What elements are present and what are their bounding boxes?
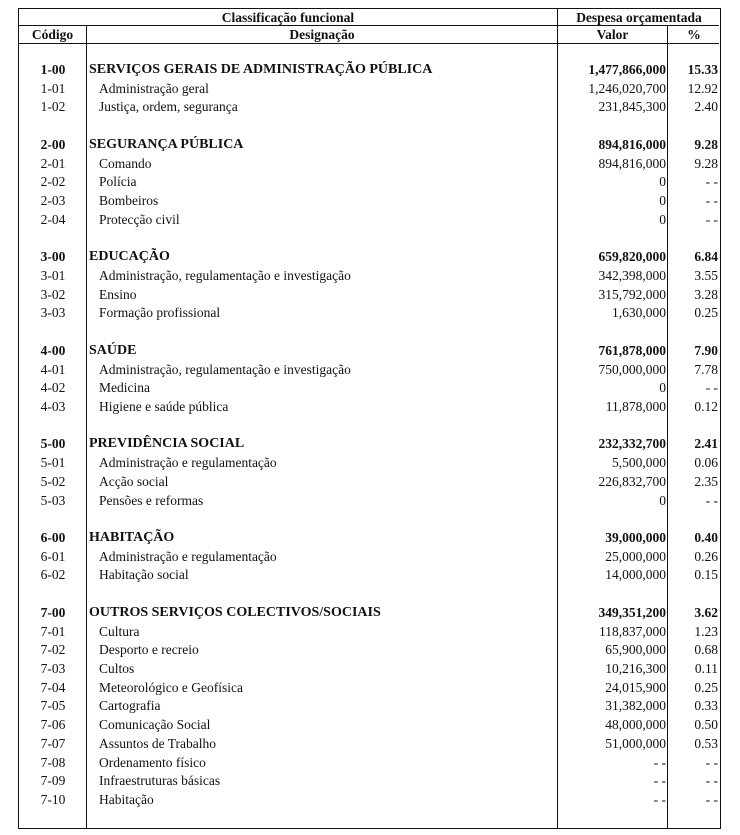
row-valor: 0	[659, 492, 666, 508]
row-pct: 0.25	[694, 679, 718, 695]
row-code: 7-07	[40, 735, 66, 751]
group-row	[19, 342, 722, 361]
row-pct: 3.28	[694, 286, 718, 302]
row-valor: 31,382,000	[605, 698, 666, 714]
row-designation: Cultos	[99, 661, 135, 676]
row-code: 2-00	[40, 136, 66, 152]
table-row	[19, 80, 722, 99]
row-valor: 14,000,000	[605, 567, 666, 583]
row-designation: Protecção civil	[99, 211, 180, 227]
row-pct: 15.33	[687, 62, 718, 77]
row-pct: - -	[705, 211, 718, 227]
row-pct: 0.06	[694, 455, 718, 471]
row-designation: OUTROS SERVIÇOS COLECTIVOS/SOCIAIS	[89, 604, 381, 620]
row-pct: 2.40	[694, 99, 718, 115]
row-pct: 0.15	[694, 567, 718, 583]
table-row	[19, 548, 722, 567]
table-row	[19, 735, 722, 754]
table-row	[19, 398, 722, 417]
row-valor: 5,500,000	[612, 455, 666, 471]
row-designation: Meteorológico e Geofísica	[99, 679, 243, 695]
row-code: 1-00	[40, 62, 66, 77]
row-pct: 3.62	[694, 604, 718, 620]
row-designation: Infraestruturas básicas	[99, 773, 221, 789]
row-designation: Pensões e reformas	[99, 492, 204, 508]
spacer-row	[19, 323, 722, 342]
row-designation: Desporto e recreio	[99, 642, 199, 658]
row-code: 3-03	[40, 305, 66, 321]
row-designation: Cultura	[99, 623, 140, 639]
row-valor: 39,000,000	[605, 529, 666, 545]
row-code: 5-03	[40, 492, 66, 508]
row-designation: HABITAÇÃO	[89, 529, 175, 545]
table-row	[19, 454, 722, 473]
budget-table	[18, 8, 721, 829]
row-pct: 2.41	[694, 436, 718, 452]
row-valor: - -	[653, 792, 666, 808]
row-code: 6-00	[40, 529, 66, 545]
row-designation: EDUCAÇÃO	[89, 249, 170, 265]
row-pct: 0.53	[694, 735, 718, 751]
row-code: 7-01	[40, 623, 66, 639]
row-code: 4-01	[40, 361, 66, 377]
table-row	[19, 155, 722, 174]
row-designation: Formação profissional	[99, 305, 221, 321]
header-pct: %	[687, 27, 701, 42]
row-code: 2-02	[40, 174, 66, 190]
row-pct: - -	[705, 754, 718, 770]
header-codigo: Código	[31, 27, 74, 42]
row-valor: 0	[659, 211, 666, 227]
row-valor: 315,792,000	[598, 286, 666, 302]
row-pct: - -	[705, 773, 718, 789]
row-code: 2-04	[40, 211, 66, 227]
row-pct: 0.40	[694, 529, 718, 545]
row-designation: SEGURANÇA PÚBLICA	[89, 136, 244, 152]
group-row	[19, 435, 722, 454]
row-pct: 0.68	[694, 642, 718, 658]
header-divider-2	[19, 43, 719, 44]
row-valor: 761,878,000	[598, 342, 666, 358]
row-designation: Comando	[99, 155, 152, 171]
row-designation: SERVIÇOS GERAIS DE ADMINISTRAÇÃO PÚBLICA	[89, 62, 433, 77]
row-designation: Medicina	[99, 380, 150, 396]
row-designation: Ensino	[99, 286, 137, 302]
row-code: 1-02	[40, 99, 66, 115]
table-body	[19, 61, 722, 810]
row-designation: Administração e regulamentação	[99, 455, 277, 471]
row-designation: Cartografia	[99, 698, 161, 714]
row-valor: 0	[659, 380, 666, 396]
spacer-row	[19, 117, 722, 136]
row-code: 7-02	[40, 642, 66, 658]
row-valor: 24,015,900	[605, 679, 666, 695]
row-pct: 6.84	[694, 249, 718, 265]
row-pct: 7.78	[694, 361, 718, 377]
table-row	[19, 286, 722, 305]
row-code: 7-04	[40, 679, 66, 695]
table-row	[19, 473, 722, 492]
row-valor: 1,246,020,700	[588, 80, 666, 96]
row-valor: - -	[653, 773, 666, 789]
row-valor: 11,878,000	[605, 398, 666, 414]
table-row	[19, 772, 722, 791]
row-designation: Comunicação Social	[99, 717, 211, 733]
row-designation: Administração e regulamentação	[99, 548, 277, 564]
group-row	[19, 61, 722, 80]
row-designation: Bombeiros	[99, 193, 159, 209]
row-designation: Polícia	[99, 174, 137, 190]
row-pct: - -	[705, 174, 718, 190]
row-designation: Higiene e saúde pública	[99, 398, 229, 414]
row-pct: 0.11	[694, 661, 718, 676]
row-pct: 0.26	[694, 548, 718, 564]
row-pct: 0.33	[694, 698, 718, 714]
row-code: 7-00	[40, 604, 66, 620]
row-valor: 51,000,000	[605, 735, 666, 751]
row-pct: 9.28	[694, 155, 718, 171]
table-row	[19, 211, 722, 230]
row-code: 5-02	[40, 473, 66, 489]
row-designation: Ordenamento físico	[99, 754, 206, 770]
table-row	[19, 623, 722, 642]
table-row	[19, 98, 722, 117]
row-code: 3-02	[40, 286, 66, 302]
row-code: 4-02	[40, 380, 66, 396]
row-valor: 226,832,700	[598, 473, 666, 489]
row-designation: Assuntos de Trabalho	[99, 735, 217, 751]
spacer-row	[19, 417, 722, 436]
row-pct: 1.23	[694, 623, 718, 639]
row-code: 7-06	[40, 717, 66, 733]
table-row	[19, 267, 722, 286]
table-row	[19, 173, 722, 192]
row-valor: 231,845,300	[598, 99, 666, 115]
row-valor: 750,000,000	[598, 361, 666, 377]
table-row	[19, 566, 722, 585]
row-code: 7-09	[40, 773, 66, 789]
group-row	[19, 529, 722, 548]
row-pct: - -	[705, 492, 718, 508]
row-valor: 342,398,000	[598, 267, 666, 283]
row-designation: SAÚDE	[89, 342, 137, 358]
table-row	[19, 697, 722, 716]
group-row	[19, 248, 722, 267]
row-designation: Administração, regulamentação e investigação	[99, 361, 351, 377]
row-valor: 0	[659, 174, 666, 190]
group-row	[19, 604, 722, 623]
row-pct: 0.12	[694, 398, 718, 414]
table-row	[19, 379, 722, 398]
row-designation: Justiça, ordem, segurança	[99, 99, 238, 115]
row-code: 7-03	[40, 661, 66, 676]
table-row	[19, 361, 722, 380]
row-code: 5-01	[40, 455, 66, 471]
row-valor: 894,816,000	[598, 136, 666, 152]
row-code: 4-03	[40, 398, 66, 414]
row-designation: Administração, regulamentação e investigação	[99, 267, 351, 283]
row-code: 7-05	[40, 698, 66, 714]
row-pct: - -	[705, 193, 718, 209]
row-code: 3-01	[40, 267, 66, 283]
row-designation: PREVIDÊNCIA SOCIAL	[89, 436, 245, 452]
row-pct: 9.28	[694, 136, 718, 152]
row-code: 2-01	[40, 155, 66, 171]
row-pct: 0.25	[694, 305, 718, 321]
row-pct: 3.55	[694, 267, 718, 283]
table-row	[19, 192, 722, 211]
row-code: 5-00	[40, 436, 66, 452]
row-designation: Administração geral	[99, 80, 209, 96]
header-valor: Valor	[596, 27, 629, 42]
row-designation: Acção social	[99, 473, 169, 489]
spacer-row	[19, 585, 722, 604]
row-pct: 0.50	[694, 717, 718, 733]
row-pct: - -	[705, 380, 718, 396]
group-row	[19, 136, 722, 155]
row-code: 3-00	[40, 249, 66, 265]
row-pct: - -	[705, 792, 718, 808]
row-code: 7-10	[40, 792, 66, 808]
row-valor: 1,630,000	[612, 305, 666, 321]
row-valor: 10,216,300	[605, 661, 666, 676]
table-row	[19, 660, 722, 679]
row-designation: Habitação social	[99, 567, 189, 583]
row-designation: Habitação	[99, 792, 154, 808]
row-valor: 232,332,700	[598, 436, 666, 452]
row-valor: 1,477,866,000	[588, 62, 666, 77]
row-valor: 118,837,000	[599, 623, 666, 639]
row-valor: 25,000,000	[605, 548, 666, 564]
table-row	[19, 716, 722, 735]
row-code: 2-03	[40, 193, 66, 209]
row-pct: 7.90	[694, 342, 718, 358]
spacer-row	[19, 510, 722, 529]
row-code: 7-08	[40, 754, 66, 770]
row-valor: 349,351,200	[598, 604, 666, 620]
header-designacao: Designação	[289, 27, 355, 42]
row-valor: - -	[653, 754, 666, 770]
row-valor: 659,820,000	[598, 249, 666, 265]
row-code: 6-02	[40, 567, 66, 583]
row-code: 4-00	[40, 342, 66, 358]
row-code: 6-01	[40, 548, 66, 564]
row-valor: 0	[659, 193, 666, 209]
row-pct: 12.92	[687, 80, 718, 96]
table-row	[19, 492, 722, 511]
header-classificacao: Classificação funcional	[221, 10, 355, 25]
table-row	[19, 304, 722, 323]
row-valor: 48,000,000	[605, 717, 666, 733]
table-row	[19, 641, 722, 660]
header-despesa: Despesa orçamentada	[576, 10, 702, 25]
row-valor: 894,816,000	[598, 155, 666, 171]
table-row	[19, 754, 722, 773]
row-valor: 65,900,000	[605, 642, 666, 658]
spacer-row	[19, 229, 722, 248]
row-code: 1-01	[40, 80, 66, 96]
table-row	[19, 679, 722, 698]
table-row	[19, 791, 722, 810]
row-pct: 2.35	[694, 473, 718, 489]
